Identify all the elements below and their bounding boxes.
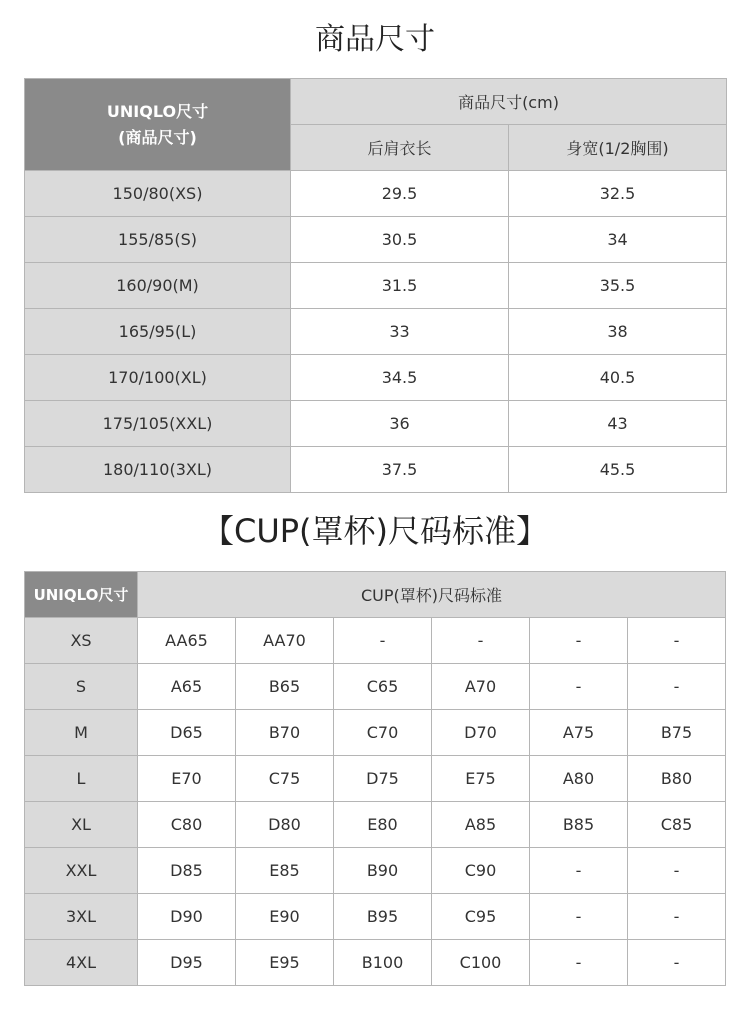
- cup-value-cell: AA70: [236, 618, 334, 664]
- cup-value-cell: A80: [530, 756, 628, 802]
- table-row: [25, 263, 727, 309]
- body-width-cell: 35.5: [509, 263, 727, 309]
- cup-value-cell: E75: [432, 756, 530, 802]
- cup-size-cell: XS: [25, 618, 138, 664]
- body-width-cell: 45.5: [509, 447, 727, 493]
- cup-size-cell: S: [25, 664, 138, 710]
- cup-value-cell: B75: [628, 710, 726, 756]
- body-width-cell: 43: [509, 401, 727, 447]
- table-row: [25, 355, 727, 401]
- cup-value-cell: E70: [138, 756, 236, 802]
- cup-value-cell: D85: [138, 848, 236, 894]
- cup-size-cell: XL: [25, 802, 138, 848]
- size-cell: 165/95(L): [25, 309, 291, 355]
- cup-value-cell: -: [530, 940, 628, 986]
- cup-size-cell: M: [25, 710, 138, 756]
- size-corner-header: [25, 79, 291, 171]
- size-group-header: 商品尺寸(cm): [291, 79, 727, 125]
- cup-value-cell: B95: [334, 894, 432, 940]
- cup-value-cell: A85: [432, 802, 530, 848]
- cup-corner-header: UNIQLO尺寸: [25, 572, 138, 618]
- cup-value-cell: E95: [236, 940, 334, 986]
- table-row: [25, 309, 727, 355]
- back-length-cell: 33: [291, 309, 509, 355]
- table-row: [25, 802, 726, 848]
- body-width-cell: 32.5: [509, 171, 727, 217]
- table-row: [25, 710, 726, 756]
- size-cell: 170/100(XL): [25, 355, 291, 401]
- size-cell: 155/85(S): [25, 217, 291, 263]
- corner-label-line2: (商品尺寸): [118, 127, 197, 147]
- cup-value-cell: D75: [334, 756, 432, 802]
- cup-header-row: [25, 572, 726, 618]
- table-row: [25, 171, 727, 217]
- cup-size-cell: 4XL: [25, 940, 138, 986]
- cup-value-cell: -: [530, 664, 628, 710]
- cup-value-cell: B85: [530, 802, 628, 848]
- cup-value-cell: C65: [334, 664, 432, 710]
- size-cell: 150/80(XS): [25, 171, 291, 217]
- cup-value-cell: B70: [236, 710, 334, 756]
- col-header-body-width: 身宽(1/2胸围): [509, 125, 727, 171]
- size-chart-table: [24, 78, 727, 493]
- cup-value-cell: E85: [236, 848, 334, 894]
- size-cell: 180/110(3XL): [25, 447, 291, 493]
- col-header-back-length: 后肩衣长: [291, 125, 509, 171]
- cup-value-cell: -: [530, 894, 628, 940]
- size-header-row: [25, 79, 727, 125]
- cup-value-cell: D80: [236, 802, 334, 848]
- back-length-cell: 29.5: [291, 171, 509, 217]
- cup-value-cell: C100: [432, 940, 530, 986]
- table-row: [25, 401, 727, 447]
- body-width-cell: 38: [509, 309, 727, 355]
- cup-value-cell: B100: [334, 940, 432, 986]
- cup-value-cell: -: [628, 940, 726, 986]
- cup-value-cell: D70: [432, 710, 530, 756]
- cup-size-cell: 3XL: [25, 894, 138, 940]
- size-chart-title: 商品尺寸: [315, 22, 435, 57]
- cup-value-cell: A70: [432, 664, 530, 710]
- cup-value-cell: C95: [432, 894, 530, 940]
- table-row: [25, 217, 727, 263]
- cup-value-cell: D90: [138, 894, 236, 940]
- table-row: [25, 894, 726, 940]
- cup-value-cell: C85: [628, 802, 726, 848]
- cup-value-cell: -: [334, 618, 432, 664]
- cup-value-cell: E90: [236, 894, 334, 940]
- cup-value-cell: -: [432, 618, 530, 664]
- cup-value-cell: A65: [138, 664, 236, 710]
- table-row: [25, 940, 726, 986]
- cup-value-cell: C70: [334, 710, 432, 756]
- back-length-cell: 37.5: [291, 447, 509, 493]
- cup-chart-title: 【CUP(罩杯)尺码标准】: [201, 512, 549, 550]
- table-row: [25, 618, 726, 664]
- cup-value-cell: AA65: [138, 618, 236, 664]
- body-width-cell: 34: [509, 217, 727, 263]
- cup-size-cell: L: [25, 756, 138, 802]
- cup-value-cell: B65: [236, 664, 334, 710]
- cup-value-cell: B80: [628, 756, 726, 802]
- back-length-cell: 30.5: [291, 217, 509, 263]
- back-length-cell: 36: [291, 401, 509, 447]
- back-length-cell: 34.5: [291, 355, 509, 401]
- size-cell: 175/105(XXL): [25, 401, 291, 447]
- table-row: [25, 447, 727, 493]
- cup-value-cell: -: [628, 848, 726, 894]
- cup-value-cell: C80: [138, 802, 236, 848]
- cup-value-cell: -: [628, 618, 726, 664]
- cup-group-header: CUP(罩杯)尺码标准: [138, 572, 726, 618]
- cup-value-cell: -: [628, 894, 726, 940]
- cup-value-cell: D65: [138, 710, 236, 756]
- back-length-cell: 31.5: [291, 263, 509, 309]
- size-cell: 160/90(M): [25, 263, 291, 309]
- cup-value-cell: C75: [236, 756, 334, 802]
- table-row: [25, 756, 726, 802]
- cup-value-cell: -: [628, 664, 726, 710]
- cup-value-cell: E80: [334, 802, 432, 848]
- cup-value-cell: A75: [530, 710, 628, 756]
- cup-chart-table: [24, 571, 726, 986]
- cup-value-cell: -: [530, 618, 628, 664]
- cup-value-cell: B90: [334, 848, 432, 894]
- table-row: [25, 848, 726, 894]
- cup-size-cell: XXL: [25, 848, 138, 894]
- table-row: [25, 664, 726, 710]
- cup-value-cell: -: [530, 848, 628, 894]
- body-width-cell: 40.5: [509, 355, 727, 401]
- cup-value-cell: C90: [432, 848, 530, 894]
- cup-value-cell: D95: [138, 940, 236, 986]
- corner-label-line1: UNIQLO尺寸: [106, 101, 209, 121]
